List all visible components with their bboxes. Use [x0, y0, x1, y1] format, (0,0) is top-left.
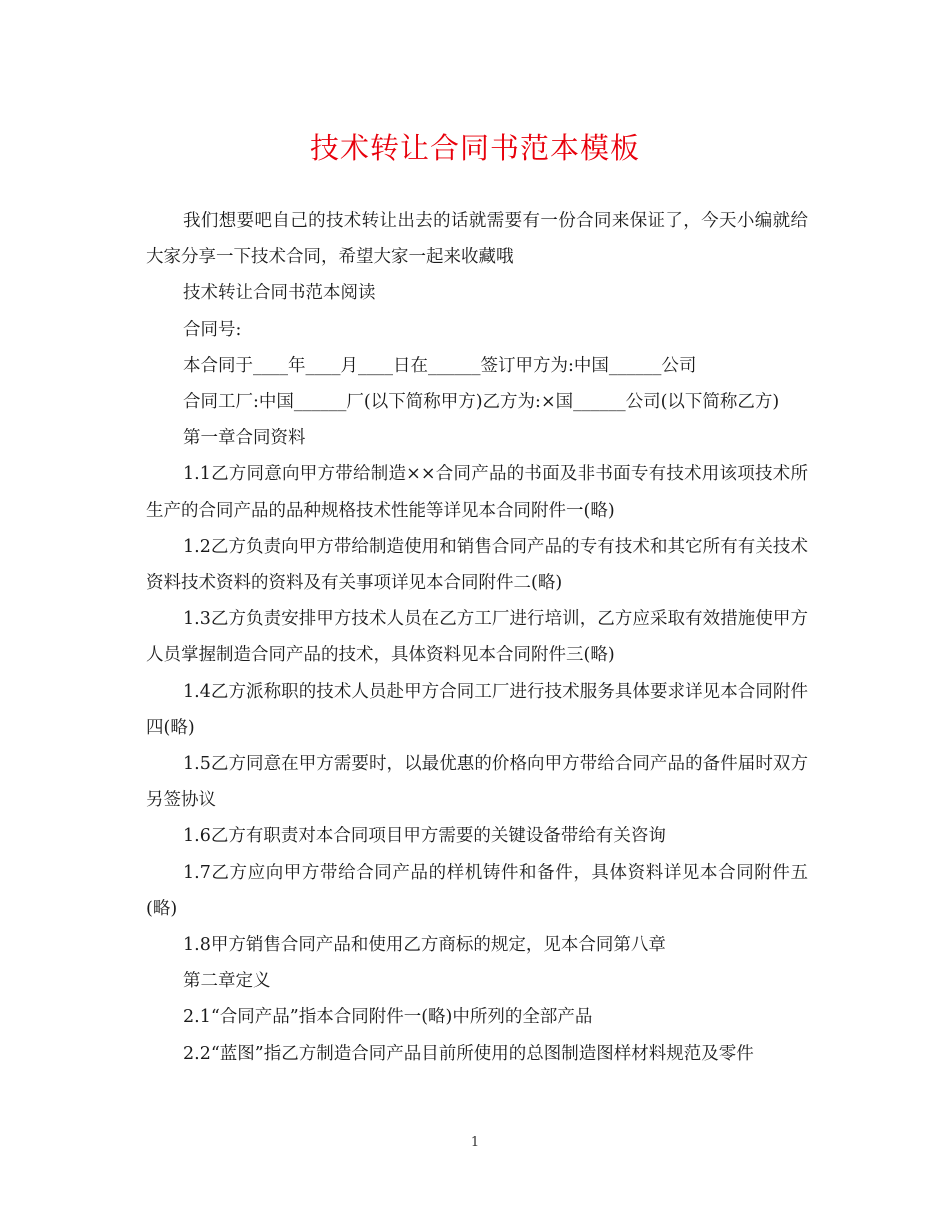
clause-1-3: 1.3乙方负责安排甲方技术人员在乙方工厂进行培训，乙方应采取有效措施使甲方人员掌握制造合同产品的技术，具体资料见本合同附件三(略) — [146, 609, 808, 666]
chapter-heading-1: 第一章合同资料 — [183, 428, 306, 449]
document-title: 技术转让合同书范本模板 — [309, 131, 640, 165]
clause-1-1: 1.1乙方同意向甲方带给制造××合同产品的书面及非书面专有技术用该项技术所生产的合同产品的品种规格技术性能等详见本合同附件一(略) — [146, 464, 808, 521]
chapter-heading-2: 第二章定义 — [183, 971, 271, 992]
clause-1-5: 1.5乙方同意在甲方需要时，以最优惠的价格向甲方带给合同产品的备件届时双方另签协议 — [146, 754, 808, 811]
clause-1-7: 1.7乙方应向甲方带给合同产品的样机铸件和备件，具体资料详见本合同附件五(略) — [146, 862, 808, 919]
paragraph-intro: 我们想要吧自己的技术转让出去的话就需要有一份合同来保证了，今天小编就给大家分享一下技术合同，希望大家一起来收藏哦 — [146, 211, 808, 268]
clause-1-2: 1.2乙方负责向甲方带给制造使用和销售合同产品的专有技术和其它所有有关技术资料技术资料的资料及有关事项详见本合同附件二(略) — [146, 536, 808, 594]
clause-1-4: 1.4乙方派称职的技术人员赴甲方合同工厂进行技术服务具体要求详见本合同附件四(略) — [146, 681, 808, 738]
clause-2-1: 2.1“合同产品”指本合同附件一(略)中所列的全部产品 — [183, 1007, 593, 1028]
clause-1-6: 1.6乙方有职责对本合同项目甲方需要的关键设备带给有关咨询 — [183, 826, 666, 847]
page-number: 1 — [470, 1135, 480, 1150]
clause-2-2: 2.2“蓝图”指乙方制造合同产品目前所使用的总图制造图样材料规范及零件 — [183, 1043, 754, 1064]
paragraph-parties: 合同工厂:中国______厂(以下简称甲方)乙方为:×国______公司(以下简称乙方) — [183, 392, 780, 413]
document-body — [146, 203, 808, 1072]
paragraph-reading-heading: 技术转让合同书范本阅读 — [183, 283, 376, 304]
paragraph-signing-date: 本合同于____年____月____日在______签订甲方为:中国______公司 — [183, 355, 697, 376]
paragraph-contract-number: 合同号: — [183, 319, 242, 340]
clause-1-8: 1.8甲方销售合同产品和使用乙方商标的规定，见本合同第八章 — [183, 935, 666, 956]
